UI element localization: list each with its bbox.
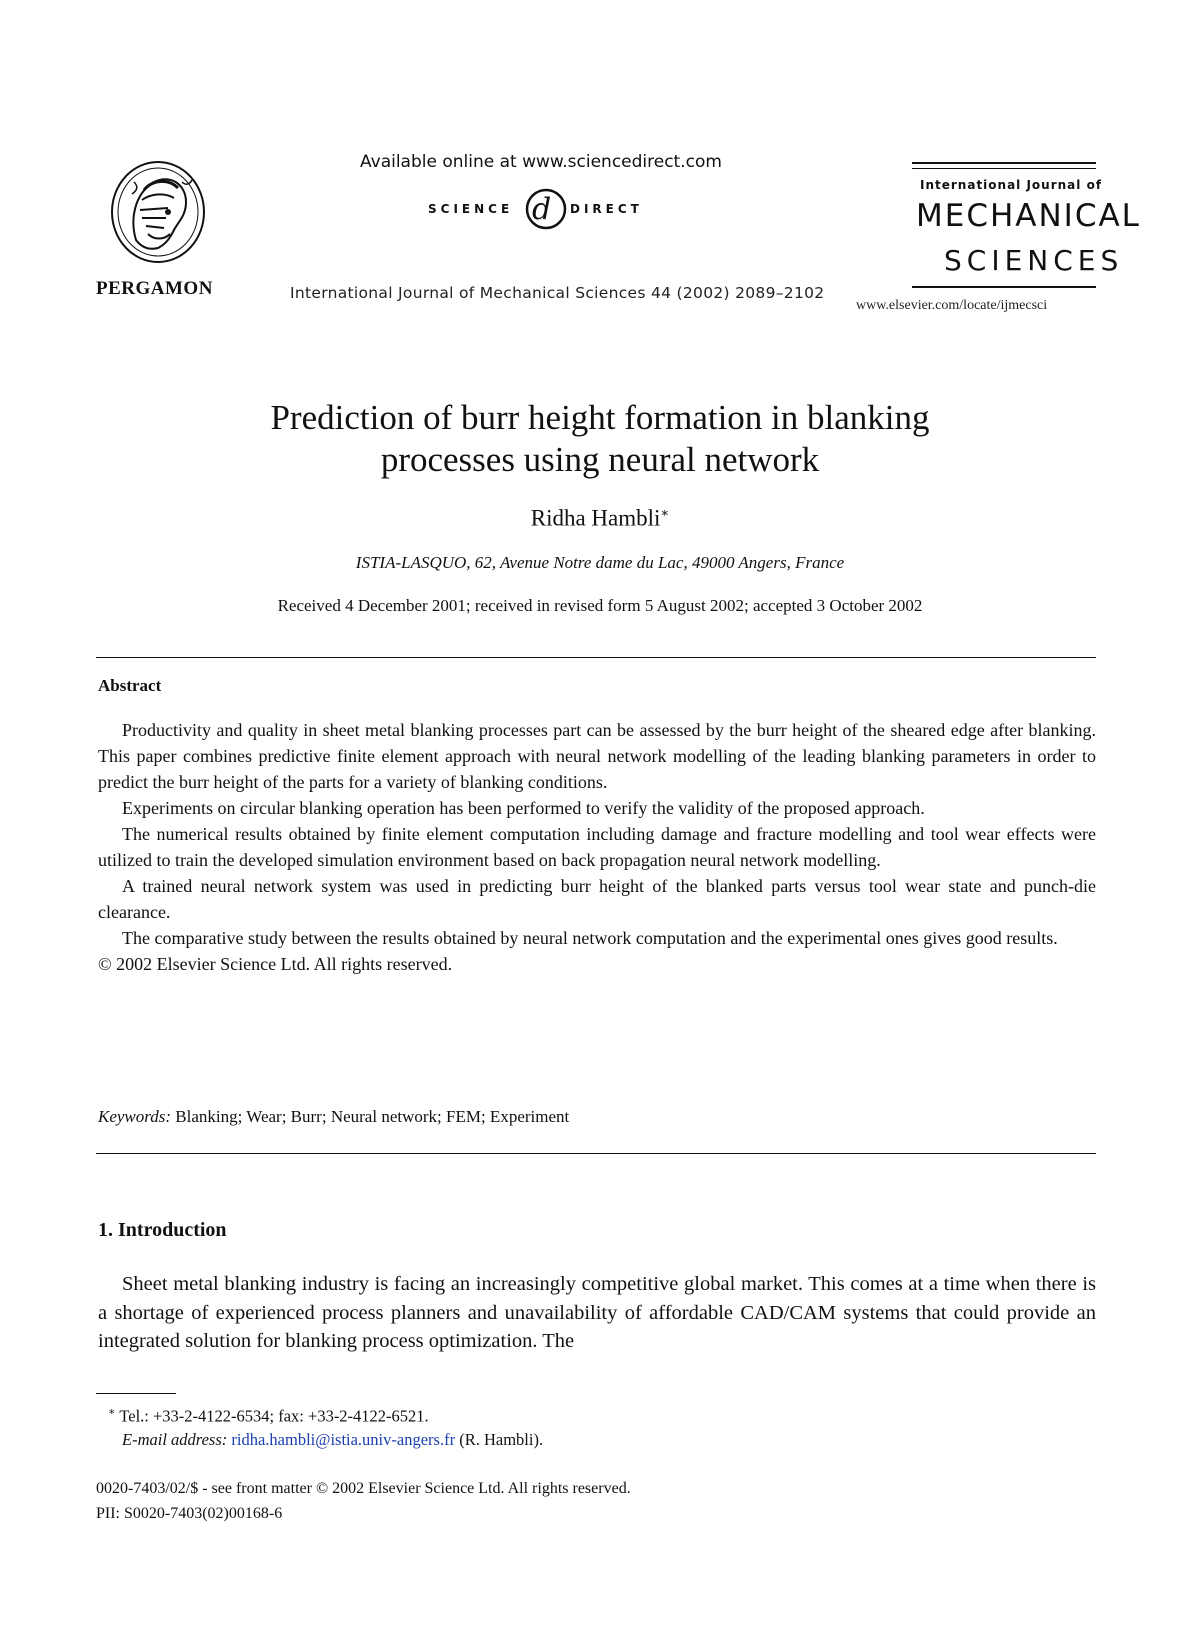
abstract-bottom-rule [96,1153,1096,1154]
masthead-rule [912,162,1096,164]
introduction-body [98,1270,1096,1356]
abstract-paragraph: A trained neural network system was used in predicting burr height of the blanked parts versus tool wear state and punch-die clearance. [98,876,1096,922]
paper-title-line-2: processes using neural network [380,440,820,479]
author-affiliation: ISTIA-LASQUO, 62, Avenue Notre dame du Lac, 49000 Angers, France [355,553,845,572]
email-link[interactable]: ridha.hambli@istia.univ-angers.fr [231,1430,456,1449]
abstract-body [98,717,1096,977]
masthead-rule [912,168,1096,169]
journal-citation: International Journal of Mechanical Sciences 44 (2002) 2089–2102 [290,284,825,302]
abstract-paragraph: The numerical results obtained by finite element computation including damage and fracture modelling and tool wear effects were utilized to train the developed simulation environment based on back propagation neural network modelling. [98,824,1096,870]
author-line [0,505,1200,532]
masthead-rule [912,286,1096,288]
publisher-name: PERGAMON [96,278,213,299]
publisher-logo [108,160,208,270]
journal-masthead-name-1: MECHANICAL [916,198,1141,234]
keywords-line [98,1107,569,1127]
sd-logo-left: SCIENCE [428,202,514,216]
footnote-contact [108,1405,429,1427]
abstract-top-rule [96,657,1096,658]
journal-masthead-subtitle: International Journal of [920,178,1103,192]
pii-line: PII: S0020-7403(02)00168-6 [96,1505,283,1522]
email-suffix: (R. Hambli). [459,1430,544,1449]
svg-text:d: d [532,192,552,227]
keywords-list: Blanking; Wear; Burr; Neural network; FEM; Experiment [175,1107,570,1126]
available-online-text: Available online at www.sciencedirect.com [360,152,722,172]
author-footnote-mark[interactable]: ∗ [660,505,670,520]
journal-url[interactable]: www.elsevier.com/locate/ijmecsci [856,298,1048,313]
sd-logo-right: DIRECT [570,202,643,216]
footnote-mark: ∗ [108,1406,116,1418]
abstract-paragraph: Productivity and quality in sheet metal blanking processes part can be assessed by the burr height of the sheared edge after blanking. This paper combines predictive finite element approach with neural network modelling of the leading blanking parameters in order to predict the burr height of the parts for a variety of blanking conditions. [98,720,1096,792]
author-name: Ridha Hambli [530,505,661,531]
paper-title-line-1: Prediction of burr height formation in blanking [270,398,930,437]
abstract-paragraph: The comparative study between the results obtained by neural network computation and the experimental ones gives good results. [122,928,1058,948]
journal-masthead-name-2: SCIENCES [944,244,1124,277]
footnote-email [122,1430,543,1450]
section-heading-introduction: 1. Introduction [98,1219,227,1241]
footnote-rule [96,1393,176,1394]
received-dates: Received 4 December 2001; received in revised form 5 August 2002; accepted 3 October 2002 [277,596,923,615]
email-label: E-mail address: [122,1430,228,1449]
footnote-contact-text: Tel.: +33-2-4122-6534; fax: +33-2-4122-6521. [119,1406,429,1426]
front-matter-line: 0020-7403/02/$ - see front matter © 2002 Elsevier Science Ltd. All rights reserved. [96,1480,631,1497]
abstract-copyright: © 2002 Elsevier Science Ltd. All rights reserved. [98,954,453,974]
sciencedirect-logo [428,187,668,231]
abstract-heading: Abstract [98,676,162,695]
keywords-label: Keywords: [98,1107,172,1126]
introduction-paragraph: Sheet metal blanking industry is facing an increasingly competitive global market. This comes at a time when there is a shortage of experienced process planners and unavailability of affordable CAD/CAM systems that could provide an integrated solution for blanking process optimization. The [98,1273,1096,1352]
abstract-paragraph: Experiments on circular blanking operation has been performed to verify the validity of the proposed approach. [122,798,925,818]
